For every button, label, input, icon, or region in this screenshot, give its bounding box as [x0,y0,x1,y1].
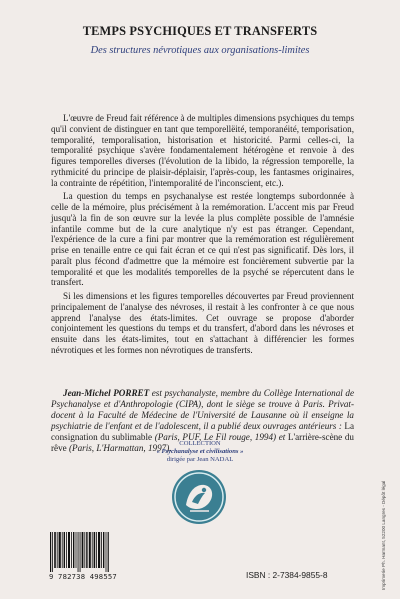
bio-publication: (Paris, L'Harmattan, 1997). [66,442,172,453]
collection-director: dirigée par Jean NADAL [166,456,234,464]
isbn: ISBN : 2-7384-9855-8 [246,570,328,580]
bio-work-title: La consignation du sublimable [51,420,354,442]
collection-series: « Psychanalyse et civilisations » [156,448,244,456]
collection-label: COLLECTION [179,440,221,447]
barcode-icon [50,532,110,572]
printer-note-text: Imprimerie Ph. Harmant, 52200 Langres - Dépôt légal [381,480,386,590]
synopsis-paragraph: Si les dimensions et les figures temporelles découvertes par Freud proviennent principalement de l'analyse des névroses, il restait à les confronter à ce que nous apprend l'analyse des états-limites. Cet ouvrage se propose d'aborder conjointement les questions du temps et du transfert, d'abord dans les névroses et ensuite dans les états-limites, tout en s'attachant à différencier les formes névrotiques et les formes non névrotiques de transferts. [51,291,354,355]
book-title: TEMPS PSYCHIQUES ET TRANSFERTS [82,24,318,38]
book-subtitle: Des structures névrotiques aux organisations-limites [90,45,310,56]
synopsis-paragraph: L'œuvre de Freud fait référence à de multiples dimensions psychiques du temps qu'il convient de distinguer en tant que temporellëité, temporanéité, temporisation, temporalité, temporalisation, historisation et historicité. Parmi celles-ci, la temporalité psychique s'avère fondamentalement hétérogène et renvoie à des figures temporelles diverses (l'évolution de la libido, la régression temporelle, la rythmicité du principe de plaisir-déplaisir, l'après-coup, les fantasmes originaires, la contrainte de répétition, l'intemporalité de l'inconscient, etc.). [51,113,354,188]
collection-logo-icon [171,469,227,525]
collection-info [0,440,400,465]
synopsis-paragraph: La question du temps en psychanalyse est restée longtemps subordonnée à celle de la mémoire, plus précisément à la remémoration. L'accent mis par Freud jusqu'à la fin de son œuvre sur la levée la plus complète possible de l'amnésie infantile comme but de la cure analytique n'y est pas étranger. Cependant, l'expérience de la cure a fini par montrer que la remémoration est régulièrement prise en tenaille entre ce qui fait écran et ce qui n'est pas significatif. Dès lors, il paraît plus fécond d'admettre que la mémoire est foncièrement subvertie par la temporalité et que les modalités temporelles de la psyché se répercutent dans le transfert. [51,191,354,288]
printer-note [381,440,391,590]
bio-text: est psychanalyste, membre du Collège International de Psychanalyse et d'Anthropologie (CIPA), dont le siège se trouve à Paris. Privat-docent à la Faculté de Médecine de l'Université de Lausanne où il enseigne la psychiatrie de l'enfant et de l'adolescent, il a publié deux ouvrages antérieurs : [51,388,354,431]
author-name: Jean-Michel PORRET [63,388,150,398]
barcode-number: 9 782738 498557 [49,572,117,581]
synopsis [51,113,354,359]
bio-publication: (Paris, PUF, Le Fil rouge, 1994) et [152,431,288,442]
bio-work-title: L'arrière-scène du rêve [51,431,354,453]
